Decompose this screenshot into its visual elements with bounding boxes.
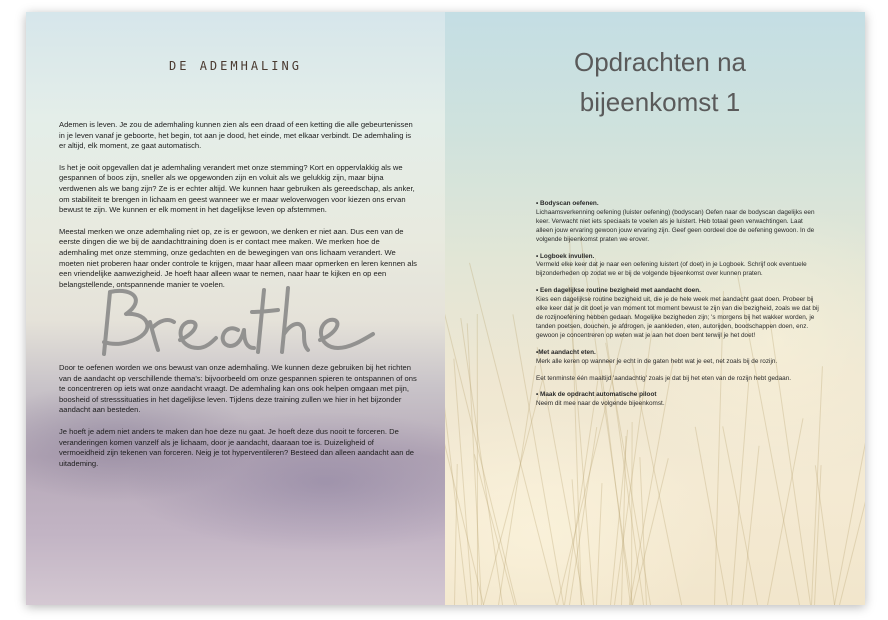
assignment-item <box>536 253 821 280</box>
book-spread <box>26 12 865 605</box>
paragraph: Door te oefenen worden we ons bewust van onze ademhaling. We kunnen deze gebruiken bij het richten van de aandacht op verschillende thema's: bijvoorbeeld om onze gespannen spieren te ontspannen of ons te concentreren op iets wat onze aandacht vraagt. De ademhaling kan ons ook helpen omgaan met pijn, boosheid of stresssituaties in het dagelijkse leven. Tijdens deze training zullen we hier in het bijzonder aandacht aan besteden. <box>59 363 417 415</box>
assignment-item <box>536 287 821 340</box>
right-page-title <box>525 42 795 122</box>
title-line: Opdrachten na <box>573 47 746 77</box>
assignment-heading: • Maak de opdracht automatische piloot <box>536 391 657 399</box>
left-text-bottom <box>59 363 419 480</box>
assignment-body: Kies een dagelijkse routine bezigheid uit, die je de hele week met aandacht gaat doen. Probeer bij elke keer dat je dit doet je van moment tot moment bewust te zijn van die bezigheid, zoals we dat bij de rozijnoefening hebben gedaan. Mogelijke bezigheden zijn; 's morgens bij het wakker worden, je tanden poetsen, douchen, je afdrogen, je aankleden, eten, autorijden, boodschappen doen, enz. gewoon je concentreren op weten wat je aan het doen bent terwijl je het doet! <box>536 296 819 339</box>
paragraph: Is het je ooit opgevallen dat je ademhaling verandert met onze stemming? Kort en oppervlakkig als we gespannen of boos zijn, sneller als we opgewonden zijn en voluit als we gelukkig zijn, maar bijna verdwenen als we bang zijn? Ze is er echter altijd. We kunnen haar gebruiken als gereedschap, als anker, om stabiliteit te brengen in lichaam en geest wanneer we er maar weloverwogen voor kiezen ons ervan bewust te zijn. We kunnen er elk moment in het dagelijkse leven op afstemmen. <box>59 162 415 215</box>
grass-stalk <box>742 446 760 605</box>
assignment-body: Eet tenminste één maaltijd 'aandachtig' zoals je dat bij het eten van de rozijn hebt gedaan. <box>536 374 792 382</box>
grass-stalk <box>839 476 865 605</box>
assignment-body: Lichaamsverkenning oefening (luister oefening) (bodyscan) Oefen naar de bodyscan dagelijks een keer. Verwacht niet iets speciaals te voelen als je luistert. Heb totaal geen verwachtingen. Laat alleen jouw ervaring gewoon jouw ervaring zijn. Geef geen oordeel doe de oefening gewoon. In de volgende bijeenkomst praten we erover. <box>536 208 815 243</box>
left-page <box>26 12 445 605</box>
paragraph: Meestal merken we onze ademhaling niet op, ze is er gewoon, we denken er niet aan. Dus een van de eerste dingen die we bij de aandachttraining doen is er contact mee maken. We merken hoe de ademhaling met onze stemming, onze gedachten en de bewegingen van ons lichaam verandert. We moeten niet proberen haar onder controle te krijgen, maar haar alleen maar opmerken en leren kennen als een vriendelijke aanwezigheid. Je hoeft haar alleen waar te nemen, naar haar te kijken en op een belangstellende, ontspannende manier te voelen. <box>59 226 417 289</box>
paragraph: Ademen is leven. Je zou de ademhaling kunnen zien als een draad of een ketting die alle gebeurtenissen in je leven vanaf je geboorte, het begin, tot aan je dood, het einde, met elkaar verbindt. De ademhaling is er altijd, elk moment, ze gaat automatisch. <box>59 120 413 151</box>
grass-stalk <box>722 427 758 605</box>
grass-stalk <box>483 378 544 605</box>
assignment-body: Vermeld elke keer dat je naar een oefening luistert (of doet) in je Logboek. Schrijf ook eventuele bijzonderheden op zodat we er bij de volgende bijeenkomst over kunnen praten. <box>536 261 807 278</box>
assignment-body: Neem dit mee naar de volgende bijeenkomst. <box>536 400 665 408</box>
breathe-script-lettering <box>88 282 388 362</box>
grass-stalk <box>767 418 803 605</box>
grass-stalk <box>596 483 602 605</box>
assignment-heading: • Logboek invullen. <box>536 252 595 260</box>
assignment-heading: • Een dagelijkse routine bezigheid met aandacht doen. <box>536 287 701 295</box>
assignment-heading: • Bodyscan oefenen. <box>536 200 599 207</box>
assignment-list <box>536 200 821 417</box>
grass-stalk <box>498 366 536 605</box>
assignment-item <box>536 391 821 409</box>
assignment-item <box>536 375 821 384</box>
left-page-title: DE ADEMHALING <box>169 59 302 73</box>
grass-stalk <box>445 374 484 605</box>
right-page <box>445 12 865 605</box>
title-line: bijeenkomst 1 <box>579 87 741 117</box>
assignment-item <box>536 349 821 367</box>
paragraph: Je hoeft je adem niet anders te maken dan hoe deze nu gaat. Je hoeft deze dus nooit te forceren. De veranderingen komen vanzelf als je lichaam, door je aandacht, daaraan toe is. Duizeligheid of vermoeidheid zijn tekenen van forceren. Neig je tot hyperventileren? Besteed dan alleen aandacht aan de uitademing. <box>59 426 415 468</box>
left-text-top <box>59 120 419 301</box>
assignment-item <box>536 200 821 245</box>
assignment-heading: •Met aandacht eten. <box>536 348 596 356</box>
assignment-body: Merk alle keren op wanneer je echt in de gaten hebt wat je eet, net zoals bij de rozijn. <box>536 357 778 365</box>
grass-stalk <box>834 240 865 605</box>
grass-stalk <box>695 427 728 605</box>
